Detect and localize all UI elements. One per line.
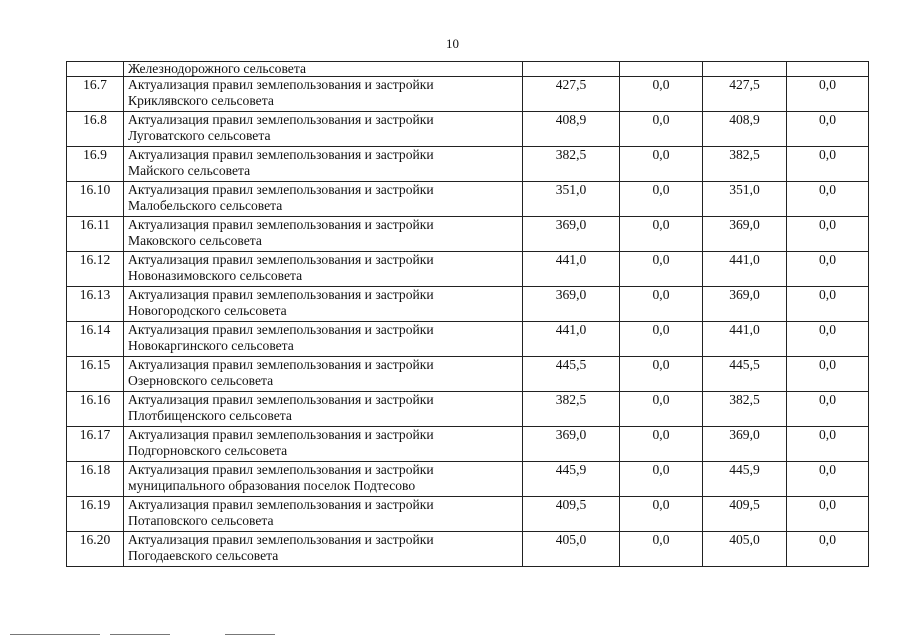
row-value-v3: 369,0 <box>703 427 787 462</box>
row-value-v1: 409,5 <box>523 497 620 532</box>
row-value-v1: 382,5 <box>523 147 620 182</box>
row-value-v3: 441,0 <box>703 322 787 357</box>
page-number: 10 <box>446 36 459 51</box>
budget-table <box>66 61 869 567</box>
row-name-cell <box>124 427 523 462</box>
row-number: 16.18 <box>67 462 124 497</box>
table-row <box>67 287 869 322</box>
row-name-line2: Новогородского сельсовета <box>128 303 287 318</box>
table-row <box>67 357 869 392</box>
table-row <box>67 392 869 427</box>
row-name-cell <box>124 287 523 322</box>
row-number: 16.20 <box>67 532 124 567</box>
table-row <box>67 427 869 462</box>
table-row <box>67 182 869 217</box>
row-value-v2: 0,0 <box>620 182 703 217</box>
table-body <box>67 62 869 567</box>
row-value-v4: 0,0 <box>787 462 869 497</box>
row-value-v1: 445,9 <box>523 462 620 497</box>
continuation-num-cell <box>67 62 124 77</box>
row-value-v1: 427,5 <box>523 77 620 112</box>
row-number: 16.14 <box>67 322 124 357</box>
row-value-v2: 0,0 <box>620 77 703 112</box>
row-value-v3: 405,0 <box>703 532 787 567</box>
row-name-line2: Потаповского сельсовета <box>128 513 274 528</box>
row-name-line2: Луговатского сельсовета <box>128 128 271 143</box>
row-value-v4: 0,0 <box>787 427 869 462</box>
row-name-cell <box>124 147 523 182</box>
row-number: 16.9 <box>67 147 124 182</box>
row-name-cell <box>124 532 523 567</box>
table-row <box>67 532 869 567</box>
table-row <box>67 147 869 182</box>
row-value-v1: 382,5 <box>523 392 620 427</box>
row-value-v2: 0,0 <box>620 287 703 322</box>
row-value-v2: 0,0 <box>620 112 703 147</box>
row-name-line1: Актуализация правил землепользования и застройки <box>128 112 434 127</box>
row-value-v4: 0,0 <box>787 252 869 287</box>
row-value-v2: 0,0 <box>620 252 703 287</box>
footer-rule-segment <box>10 634 100 635</box>
row-name-line2: Подгорновского сельсовета <box>128 443 288 458</box>
row-name-cell <box>124 217 523 252</box>
row-value-v4: 0,0 <box>787 217 869 252</box>
continuation-value-cell <box>787 62 869 77</box>
row-value-v1: 408,9 <box>523 112 620 147</box>
row-value-v3: 382,5 <box>703 147 787 182</box>
row-value-v3: 445,5 <box>703 357 787 392</box>
row-number: 16.15 <box>67 357 124 392</box>
row-value-v1: 445,5 <box>523 357 620 392</box>
row-number: 16.13 <box>67 287 124 322</box>
row-name-line2: Майского сельсовета <box>128 163 251 178</box>
row-name-line2: Новокаргинского сельсовета <box>128 338 294 353</box>
row-number: 16.8 <box>67 112 124 147</box>
row-name-cell <box>124 497 523 532</box>
row-value-v1: 405,0 <box>523 532 620 567</box>
row-value-v4: 0,0 <box>787 147 869 182</box>
row-name-line1: Актуализация правил землепользования и застройки <box>128 392 434 407</box>
row-name-line1: Актуализация правил землепользования и застройки <box>128 147 434 162</box>
footer-rule <box>10 634 310 636</box>
row-value-v3: 408,9 <box>703 112 787 147</box>
row-name-line1: Актуализация правил землепользования и застройки <box>128 497 434 512</box>
row-number: 16.16 <box>67 392 124 427</box>
row-name-line1: Актуализация правил землепользования и застройки <box>128 357 434 372</box>
row-name-line1: Актуализация правил землепользования и застройки <box>128 427 434 442</box>
row-value-v3: 445,9 <box>703 462 787 497</box>
row-value-v2: 0,0 <box>620 462 703 497</box>
row-value-v1: 369,0 <box>523 427 620 462</box>
row-value-v4: 0,0 <box>787 287 869 322</box>
row-value-v4: 0,0 <box>787 497 869 532</box>
row-name-line1: Актуализация правил землепользования и застройки <box>128 462 434 477</box>
row-value-v3: 427,5 <box>703 77 787 112</box>
row-value-v2: 0,0 <box>620 357 703 392</box>
row-value-v2: 0,0 <box>620 427 703 462</box>
row-value-v3: 369,0 <box>703 217 787 252</box>
row-value-v2: 0,0 <box>620 532 703 567</box>
row-name-line2: Маковского сельсовета <box>128 233 262 248</box>
row-value-v2: 0,0 <box>620 217 703 252</box>
row-value-v2: 0,0 <box>620 322 703 357</box>
continuation-name-cell <box>124 62 523 77</box>
row-value-v4: 0,0 <box>787 322 869 357</box>
row-name-line1: Актуализация правил землепользования и застройки <box>128 532 434 547</box>
row-name-line1: Актуализация правил землепользования и застройки <box>128 252 434 267</box>
row-value-v3: 351,0 <box>703 182 787 217</box>
row-name-line2: муниципального образования поселок Подтесово <box>128 478 416 493</box>
row-number: 16.17 <box>67 427 124 462</box>
row-name-line2: Погодаевского сельсовета <box>128 548 279 563</box>
row-name-line2: Плотбищенского сельсовета <box>128 408 292 423</box>
table-row <box>67 322 869 357</box>
row-value-v3: 409,5 <box>703 497 787 532</box>
row-value-v3: 369,0 <box>703 287 787 322</box>
row-name-cell <box>124 252 523 287</box>
row-name-line1: Актуализация правил землепользования и застройки <box>128 322 434 337</box>
row-number: 16.12 <box>67 252 124 287</box>
row-name-cell <box>124 182 523 217</box>
row-value-v4: 0,0 <box>787 392 869 427</box>
continuation-value-cell <box>523 62 620 77</box>
table-row <box>67 462 869 497</box>
row-name-line2: Малобельского сельсовета <box>128 198 283 213</box>
footer-rule-segment <box>225 634 275 635</box>
continuation-text: Железнодорожного сельсовета <box>128 61 306 76</box>
row-name-line1: Актуализация правил землепользования и застройки <box>128 217 434 232</box>
row-name-line1: Актуализация правил землепользования и застройки <box>128 77 434 92</box>
row-name-line1: Актуализация правил землепользования и застройки <box>128 182 434 197</box>
row-value-v2: 0,0 <box>620 497 703 532</box>
row-value-v1: 441,0 <box>523 322 620 357</box>
table-row <box>67 112 869 147</box>
row-name-cell <box>124 357 523 392</box>
row-name-line1: Актуализация правил землепользования и застройки <box>128 287 434 302</box>
continuation-value-cell <box>703 62 787 77</box>
table-row <box>67 497 869 532</box>
row-number: 16.10 <box>67 182 124 217</box>
row-name-cell <box>124 77 523 112</box>
row-value-v2: 0,0 <box>620 392 703 427</box>
row-name-cell <box>124 392 523 427</box>
row-value-v4: 0,0 <box>787 357 869 392</box>
footer-rule-segment <box>110 634 170 635</box>
row-number: 16.19 <box>67 497 124 532</box>
row-value-v2: 0,0 <box>620 147 703 182</box>
row-name-cell <box>124 112 523 147</box>
table-row <box>67 217 869 252</box>
row-name-line2: Криклявского сельсовета <box>128 93 274 108</box>
row-value-v3: 382,5 <box>703 392 787 427</box>
row-name-line2: Новоназимовского сельсовета <box>128 268 303 283</box>
row-name-cell <box>124 322 523 357</box>
row-number: 16.7 <box>67 77 124 112</box>
row-value-v1: 369,0 <box>523 217 620 252</box>
row-value-v4: 0,0 <box>787 532 869 567</box>
row-name-cell <box>124 462 523 497</box>
table-row <box>67 77 869 112</box>
row-value-v1: 441,0 <box>523 252 620 287</box>
row-name-line2: Озерновского сельсовета <box>128 373 274 388</box>
table-row <box>67 252 869 287</box>
row-number: 16.11 <box>67 217 124 252</box>
row-value-v4: 0,0 <box>787 182 869 217</box>
continuation-value-cell <box>620 62 703 77</box>
row-value-v1: 369,0 <box>523 287 620 322</box>
continuation-row <box>67 62 869 77</box>
row-value-v3: 441,0 <box>703 252 787 287</box>
row-value-v4: 0,0 <box>787 77 869 112</box>
row-value-v1: 351,0 <box>523 182 620 217</box>
row-value-v4: 0,0 <box>787 112 869 147</box>
